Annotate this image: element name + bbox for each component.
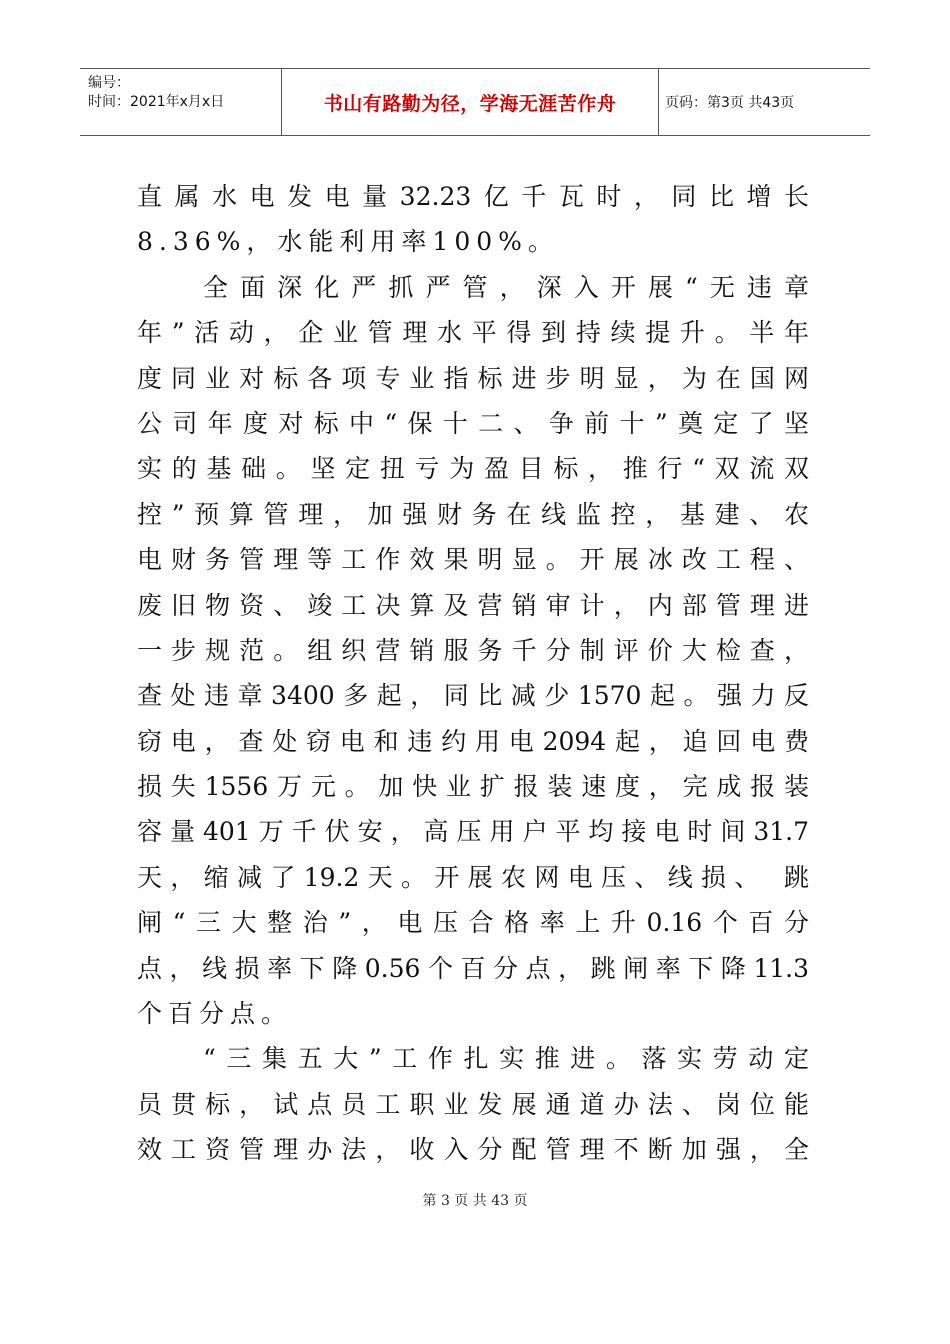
text-line: 电财务管理等工作效果明显。开展冰改工程、 [137,545,809,575]
header-motto: 书山有路勤为径，学海无涯苦作舟 [282,69,659,135]
document-body [137,174,809,1173]
header-page-info: 页码：第3页 共43页 [665,95,795,111]
text-line: 全面深化严抓严管，深入开展“无违章 [203,272,809,302]
text-line: 废旧物资、竣工决算及营销审计，内部管理进 [137,590,809,620]
date-label: 时间：2021年x月x日 [88,94,225,110]
text-line: “三集五大”工作扎实推进。落实劳动定 [203,1044,809,1074]
text-line: 直属水电发电量32.23亿千瓦时，同比增长 [137,182,809,211]
text-line: 实的基础。坚定扭亏为盈目标，推行“双流双 [137,454,809,484]
text-line: 闸“三大整治”，电压合格率上升0.16个百分 [137,908,809,938]
text-line: 查处违章3400多起，同比减少1570起。强力反 [137,681,809,711]
header-meta [80,69,282,135]
text-line: 8.36%，水能利用率100%。 [137,227,559,257]
text-line: 度同业对标各项专业指标进步明显，为在国网 [137,363,809,393]
text-line: 天，缩减了19.2天。开展农网电压、线损、 跳 [137,862,809,892]
text-line: 窃电，查处窃电和违约用电2094起，追回电费 [137,726,809,756]
text-line: 损失1556万元。加快业扩报装速度，完成报装 [137,772,809,802]
text-line: 一步规范。组织营销服务千分制评价大检查， [137,635,809,665]
page-footer: 第 3 页 共 43 页 [422,1193,528,1209]
text-line: 控”预算管理，加强财务在线监控，基建、农 [137,499,809,529]
text-line: 效工资管理办法，收入分配管理不断加强，全 [137,1135,809,1165]
text-line: 年”活动，企业管理水平得到持续提升。半年 [137,318,809,348]
text-line: 容量401万千伏安，高压用户平均接电时间31.7 [137,817,809,847]
serial-number-label: 编号： [88,75,130,91]
text-line: 公司年度对标中“保十二、争前十”奠定了坚 [137,408,809,438]
page-header [80,68,870,136]
text-line: 点，线损率下降0.56个百分点，跳闸率下降11.3 [137,953,809,983]
text-line: 个百分点。 [137,999,293,1029]
text-line: 员贯标，试点员工职业发展通道办法、岗位能 [137,1089,809,1119]
